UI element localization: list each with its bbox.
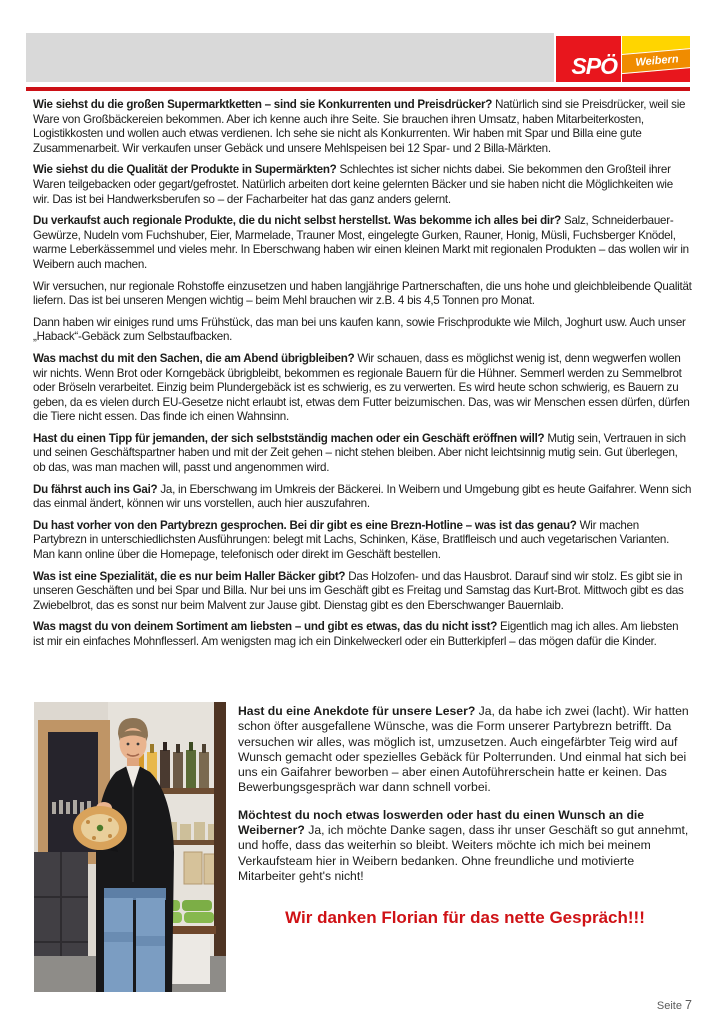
weibern-logo — [622, 36, 690, 82]
page-number — [657, 998, 692, 1012]
question-text: Was magst du von deinem Sortiment am liebsten – und gibt es etwas, das du nicht isst? — [33, 620, 498, 634]
question-text: Was ist eine Spezialität, die es nur beim Haller Bäcker gibt? — [33, 569, 346, 583]
answer-text: Ja, da habe ich zwei (lacht). Wir hatten schon öfter ausgefallene Wünsche, was die Form unserer Partybrezn betrifft. Da versuchen wir alles, was möglich ist, umzusetzen. Auch eingefärbter Teig wird auf Wunsch gemacht oder spezielles Gebäck für Polterrunden. Und einmal hat sich bei uns ein Gaifahrer beworben – aber einen Autoführerschein hatte er keinen. Das Bewerbungsgespräch war dann schnell vorbei. — [238, 704, 689, 795]
header-red-rule — [26, 87, 690, 91]
qa-paragraph — [33, 620, 692, 649]
question-text: Möchtest du noch etwas loswerden oder hast du einen Wunsch an die Weiberner? — [238, 807, 645, 838]
answer-text: Ja, ich möchte Danke sagen, dass ihr unser Geschäft so gut annehmt, und hoffe, dass das weiterhin so bleibt. Weiters möchte ich mich bei meinem Verkaufsteam hier in Weibern bedanken. Ohne freundliche und motivierte Mitarbeiter geht's nicht! — [238, 823, 689, 883]
answer-text: Dann haben wir einiges rund ums Frühstück, das man bei uns kaufen kann, sowie Frischprodukte wie Milch, Joghurt usw. Auch unser „Haback“-Gebäck zum Selbstaufbacken. — [33, 315, 686, 344]
article-body — [33, 98, 692, 657]
qa-paragraph — [33, 432, 692, 476]
answer-text: Natürlich sind sie Preisdrücker, weil sie Ware von Großbäckereien bekommen. Aber ich kenne auch ihre Seite. Sie brauchen ihren Umsatz, haben Mitarbeiterkosten, Logistikkosten und wollen auch etwas verdienen. Ich sehe sie nicht als Konkurrenten. Wir haben mit Spar und Billa eine gute Zusammenarbeit. Wir verkaufen unser Gebäck und unsere Mehlspeisen bei 12 Spar- und 2 Billa-Märkten. — [33, 98, 686, 155]
question-text: Was machst du mit den Sachen, die am Abend übrigbleiben? — [33, 351, 355, 365]
question-text: Du fährst auch ins Gai? — [33, 482, 158, 496]
qa-paragraph — [238, 808, 692, 884]
qa-paragraph — [33, 98, 692, 156]
question-text: Hast du eine Anekdote für unsere Leser? — [238, 704, 476, 718]
answer-text: Mutig sein, Vertrauen in sich und seinen Geschäftspartner haben und mit der Zeit gehen – nicht stehen bleiben. Aber nicht leichtsinnig mutig sein. Gut überlegen, ob das, was man machen will, passt und angenommen wird. — [33, 431, 686, 475]
question-text: Wie siehst du die großen Supermarktketten – sind sie Konkurrenten und Preisdrücker? — [33, 98, 493, 111]
question-text: Hast du einen Tipp für jemanden, der sich selbstständig machen oder ein Geschäft eröffnen will? — [33, 431, 545, 445]
answer-text: Das Holzofen- und das Hausbrot. Darauf sind wir stolz. Es gibt sie in unseren Geschäften und bei Spar und Billa. Nur bei uns im Geschäft gibt es Freitag und Samstag das Kurt-Brot. Mittwoch gibt es das Zwiebelbrot, das es sonst nur beim Malvent zur Jause gibt. Dienstag gibt es den Eberschwanger Bauernlaib. — [33, 569, 684, 612]
qa-paragraph — [33, 214, 692, 272]
qa-paragraph — [33, 352, 692, 425]
answer-text: Eigentlich mag ich alles. Am liebsten ist mir ein einfaches Mohnflesserl. Am wenigsten mag ich ein Dinkelweckerl oder ein Butterkipferl – das mögen dafür die Kinder. — [33, 620, 679, 648]
question-text: Du hast vorher von den Partybrezn gesprochen. Bei dir gibt es eine Brezn-Hotline – was ist das genau? — [33, 518, 577, 532]
weibern-logo-text: Weibern — [634, 53, 680, 69]
answer-text: Wir versuchen, nur regionale Rohstoffe einzusetzen und haben langjährige Partnerschaften, die uns hohe und gleichbleibende Qualität liefern. Das ist bei unseren Mengen wichtig – beim Mehl brauchen wir z.B. 4 bis 4,5 Tonnen pro Monat. — [33, 279, 692, 308]
qa-paragraph — [238, 704, 692, 796]
spo-logo — [556, 36, 621, 82]
article-side-column — [238, 704, 692, 896]
answer-text: Schlechtes ist sicher nichts dabei. Sie bekommen den Großteil ihrer Waren teilgebacken oder gegart/gefrostet. Natürlich arbeiten dort keine gelernten Bäcker und sie haben nicht die Möglichkeiten wie wir. Das ist bei Handwerksberufen so – der Facharbeiter hat das ganz anders gelernt. — [33, 163, 673, 206]
header-gray-bar — [26, 33, 554, 82]
thanks-line: Wir danken Florian für das nette Gespräch!!! — [285, 908, 645, 927]
interview-photo — [34, 702, 226, 992]
page-number-value: 7 — [685, 998, 692, 1012]
answer-text: Salz, Schneiderbauer-Gewürze, Nudeln vom Fuchshuber, Eier, Marmelade, Trauner Most, eingelegte Gurken, Rauner, Honig, Müsli, Fuchsberger Knödel, warme Leberkässemmel und vieles mehr. In Eberschwang haben wir einen kleinen Markt mit regionalen Produkten – das wollen wir in Weibern auch machen. — [33, 214, 689, 271]
answer-text: Wir schauen, dass es möglichst wenig ist, denn wegwerfen wollen wir nichts. Wenn Brot oder Korngebäck übrigbleibt, bekommen es regionale Bauern für die Hühner. Semmerl werden zu Semmelbrot oder Bröseln verarbeitet. Einzig beim Plundergebäck ist es schwierig, es zu verwerten. Es wird heute schon schwierig, es Bauern zu geben, da es vielen durch EU-Gesetze nicht erlaubt ist, etwas dem Futter beizumischen. Das, was wir Menschen essen dürfen, dürfen die Tiere nicht essen. Das finde ich einen Wahnsinn. — [33, 351, 690, 424]
qa-paragraph — [33, 316, 692, 345]
qa-paragraph — [33, 163, 692, 207]
answer-text: Ja, in Eberschwang im Umkreis der Bäckerei. In Weibern und Umgebung gibt es heute Gaifahrer. Wenn sich das einmal ändert, können wir uns vorstellen, auch hier auszufahren. — [33, 482, 692, 511]
answer-text: Wir machen Partybrezn in unterschiedlichsten Ausführungen: belegt mit Lachs, Schinken, Käse, Bratlfleisch und auch vegetarischen Varianten. Man kann online über die Homepage, telefonisch oder direkt im Geschäft bestellen. — [33, 518, 670, 562]
bakery-photo-illustration — [34, 702, 226, 992]
qa-paragraph — [33, 483, 692, 512]
qa-paragraph — [33, 519, 692, 563]
question-text: Wie siehst du die Qualität der Produkte in Supermärkten? — [33, 163, 337, 177]
spo-logo-text: SPÖ — [571, 53, 617, 79]
qa-paragraph — [33, 280, 692, 309]
question-text: Du verkaufst auch regionale Produkte, die du nicht selbst herstellst. Was bekomme ich alles bei dir? — [33, 214, 562, 228]
qa-paragraph — [33, 570, 692, 614]
spo-weibern-logo — [556, 36, 690, 82]
page-number-label: Seite — [656, 1000, 682, 1012]
